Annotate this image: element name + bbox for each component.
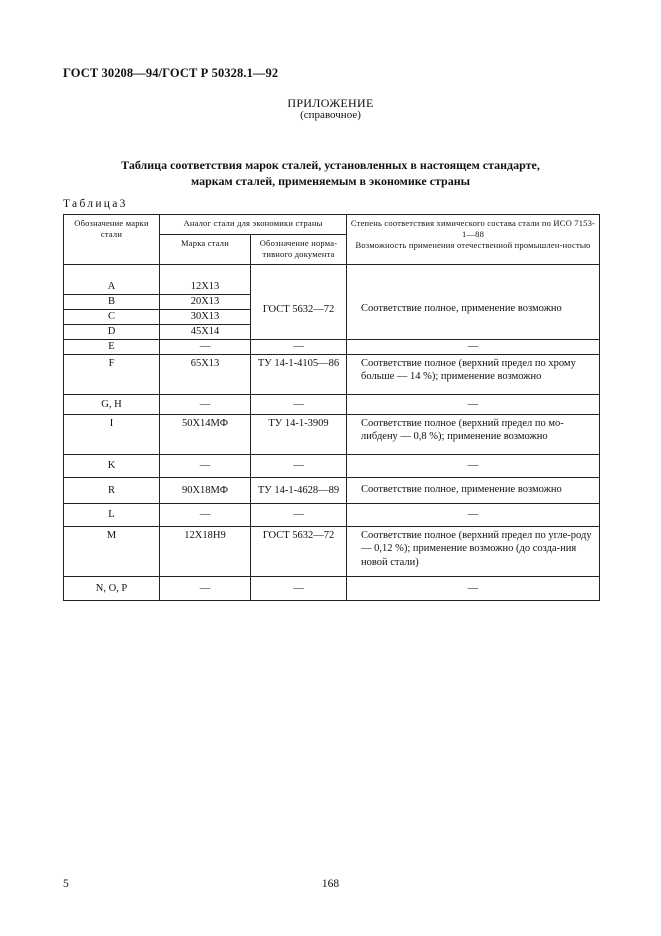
designation-cell: A	[64, 280, 160, 295]
grade-cell: 45X14	[160, 324, 251, 339]
compliance-cell: Соответствие полное (верхний предел по мо-либдену — 0,8 %); применение возможно	[347, 414, 600, 454]
compliance-cell: —	[347, 394, 600, 414]
page-number-left: 5	[63, 878, 69, 890]
designation-cell: G, H	[64, 394, 160, 414]
table-row	[64, 414, 600, 454]
table-row	[64, 503, 600, 526]
doc-cell: ГОСТ 5632—72	[251, 280, 347, 340]
doc-cell: ТУ 14-1-4628—89	[251, 477, 347, 503]
col-header-grade: Марка стали	[160, 235, 251, 265]
grade-cell: —	[160, 576, 251, 600]
doc-cell: ГОСТ 5632—72	[251, 526, 347, 576]
doc-cell: —	[251, 503, 347, 526]
table-row	[64, 526, 600, 576]
table-title-line-1: Таблица соответствия марок сталей, установленных в настоящем стандарте,	[121, 158, 540, 172]
grade-cell: —	[160, 394, 251, 414]
grade-cell: 30X13	[160, 309, 251, 324]
grade-cell: 20X13	[160, 294, 251, 309]
compliance-cell: —	[347, 339, 600, 354]
designation-cell: F	[64, 354, 160, 394]
col-header-compliance	[347, 215, 600, 265]
grade-cell: 90X18МФ	[160, 477, 251, 503]
designation-cell: R	[64, 477, 160, 503]
doc-cell: —	[251, 394, 347, 414]
appendix-subtitle: (справочное)	[300, 109, 361, 121]
table-row	[64, 339, 600, 354]
doc-cell: ТУ 14-1-3909	[251, 414, 347, 454]
page-number-center: 168	[321, 878, 340, 890]
table-label: Таблица3	[63, 198, 128, 210]
designation-cell: D	[64, 324, 160, 339]
spacer-row	[64, 265, 600, 280]
doc-cell: —	[251, 576, 347, 600]
designation-cell: K	[64, 454, 160, 477]
col-header-analog-group: Аналог стали для экономики страны	[160, 215, 347, 235]
compliance-cell: Соответствие полное, применение возможно	[347, 477, 600, 503]
table-title-line-2: маркам сталей, применяемым в экономике страны	[190, 174, 471, 188]
compliance-cell: —	[347, 503, 600, 526]
compliance-cell: Соответствие полное (верхний предел по хрому больше — 14 %); применение возможно	[347, 354, 600, 394]
designation-cell: C	[64, 309, 160, 324]
grade-cell: —	[160, 339, 251, 354]
col-header-compliance-line-1: Степень соответствия химического состава стали по ИСО 7153-1—88	[350, 218, 596, 239]
table-row	[64, 354, 600, 394]
col-header-designation: Обозначение марки стали	[64, 215, 160, 265]
doc-cell: —	[251, 454, 347, 477]
col-header-compliance-line-2: Возможность применения отечественной промышлен-ностью	[355, 240, 591, 250]
table-row	[64, 394, 600, 414]
compliance-cell: Соответствие полное (верхний предел по угле-роду — 0,12 %); применение возможно (до созда-ния новой стали)	[347, 526, 600, 576]
grade-cell: 50X14МФ	[160, 414, 251, 454]
grade-cell: 12X13	[160, 280, 251, 295]
designation-cell: E	[64, 339, 160, 354]
designation-cell: L	[64, 503, 160, 526]
table-row	[64, 454, 600, 477]
compliance-cell: —	[347, 576, 600, 600]
grade-cell: —	[160, 454, 251, 477]
compliance-cell: —	[347, 454, 600, 477]
grade-cell: —	[160, 503, 251, 526]
compliance-cell: Соответствие полное, применение возможно	[347, 280, 600, 340]
appendix-title: ПРИЛОЖЕНИЕ	[287, 96, 374, 110]
document-header: ГОСТ 30208—94/ГОСТ Р 50328.1—92	[63, 66, 279, 80]
col-header-regulatory-doc: Обозначение норма-тивного документа	[251, 235, 347, 265]
designation-cell: B	[64, 294, 160, 309]
designation-cell: I	[64, 414, 160, 454]
table-row	[64, 576, 600, 600]
designation-cell: N, O, P	[64, 576, 160, 600]
table-row	[64, 477, 600, 503]
designation-cell: M	[64, 526, 160, 576]
doc-cell: —	[251, 339, 347, 354]
grade-cell: 65X13	[160, 354, 251, 394]
grade-cell: 12X18H9	[160, 526, 251, 576]
table-row	[64, 280, 600, 295]
doc-cell: ТУ 14-1-4105—86	[251, 354, 347, 394]
steel-grades-table	[63, 214, 600, 601]
header-row	[64, 215, 600, 235]
